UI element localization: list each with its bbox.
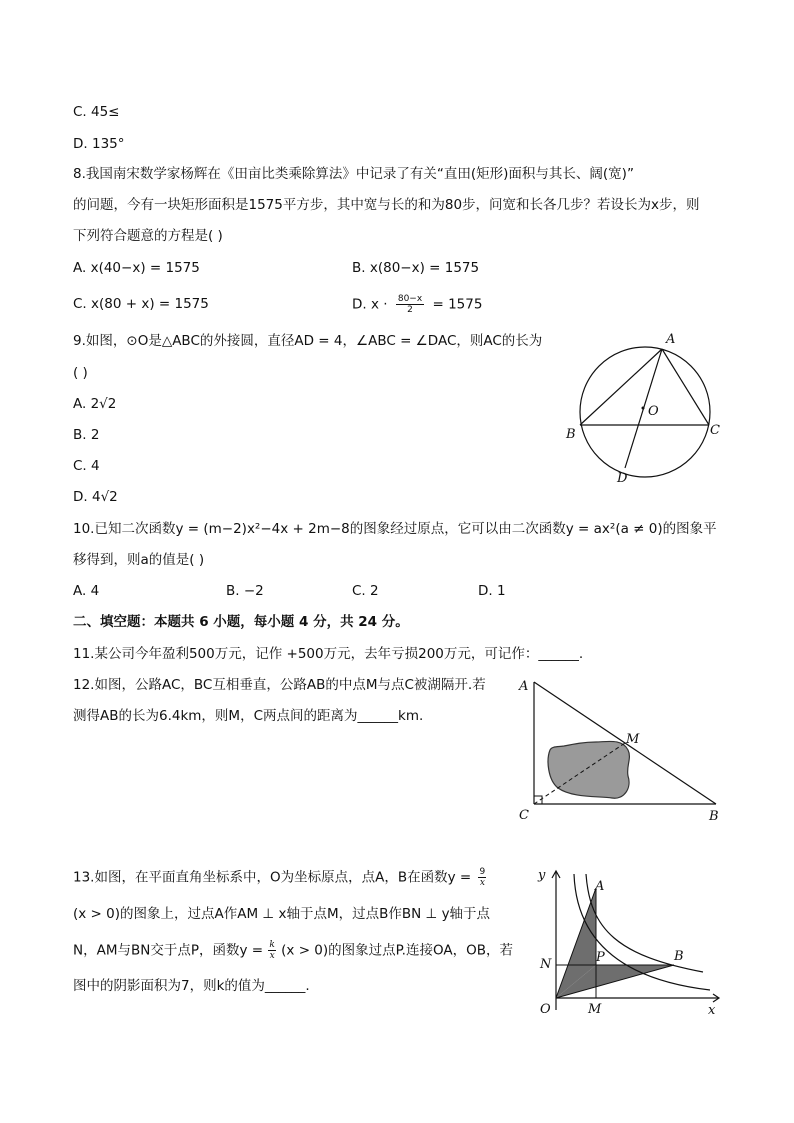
q9-option-b: B. 2: [73, 427, 100, 443]
q9-center-dot: [642, 407, 645, 410]
q13-fraction-k-over-x: [268, 940, 275, 961]
q8-option-b: B. x(80−x) = 1575: [352, 260, 480, 276]
q8-option-d-denominator: 2: [407, 305, 413, 315]
q13-label-y: y: [538, 868, 546, 883]
q13-fraction-9-over-x: [478, 867, 486, 888]
q9-label-a: A: [666, 332, 676, 347]
q13-fraction-denominator: x: [479, 878, 485, 888]
q12-label-m: M: [626, 732, 640, 747]
q11-stem: 11.某公司今年盈利500万元，记作 +500万元，去年亏损200万元，可记作：______.: [73, 646, 584, 662]
section-fill-in-heading: 二、填空题：本题共 6 小题，每小题 4 分，共 24 分。: [73, 614, 409, 630]
q13-label-b: B: [674, 949, 684, 964]
q13-label-n: N: [540, 957, 552, 972]
q8-option-d-suffix: = 1575: [432, 296, 483, 313]
q7-option-c: C. 45≤: [73, 104, 120, 120]
q9-option-a: A. 2√2: [73, 396, 117, 412]
q13-fraction-k-denominator: x: [269, 951, 275, 961]
q12-label-a: A: [519, 679, 529, 694]
q13-coordinate-figure: [528, 860, 728, 1020]
q12-lake-figure: [510, 672, 730, 827]
q8-option-d-prefix: D. x ·: [352, 296, 388, 313]
q13-label-p: P: [596, 950, 605, 965]
q10-option-d: D. 1: [478, 583, 506, 599]
q8-option-d-numerator: 80−x: [397, 294, 423, 304]
q13-stem-line2: (x > 0)的图象上，过点A作AM ⊥ x轴于点M，过点B作BN ⊥ y轴于点: [73, 906, 491, 922]
q12-label-c: C: [519, 808, 529, 823]
q9-circumcircle: [580, 347, 710, 477]
q10-option-a: A. 4: [73, 583, 100, 599]
q10-option-b: B. −2: [226, 583, 264, 599]
q10-stem-line2: 移得到，则a的值是( ): [73, 552, 205, 568]
q13-stem-line1-prefix: 13.如图，在平面直角坐标系中，O为坐标原点，点A，B在函数y =: [73, 869, 472, 886]
q13-fraction-numerator: 9: [479, 867, 486, 877]
q8-option-d-fraction: [396, 294, 424, 315]
q10-stem-line1: 10.已知二次函数y = (m−2)x²−4x + 2m−8的图象经过原点，它可以由二次函数y = ax²(a ≠ 0)的图象平: [73, 521, 717, 537]
q9-stem-line1: 9.如图，⊙O是△ABC的外接圆，直径AD = 4，∠ABC = ∠DAC，则AC的长为: [73, 333, 543, 349]
q12-lake: [548, 741, 629, 798]
q10-option-c: C. 2: [352, 583, 379, 599]
q8-option-c: C. x(80 + x) = 1575: [73, 296, 209, 312]
q8-stem-line2: 的问题，今有一块矩形面积是1575平方步，其中宽与长的和为80步，问宽和长各几步？若设长为x步，则: [73, 197, 700, 213]
q8-stem-line1: 8.我国南宋数学家杨辉在《田亩比类乘除算法》中记录了有关“直田(矩形)面积与其长、阔(宽)”: [73, 166, 634, 182]
q9-label-b: B: [566, 427, 576, 442]
q13-stem-line3-prefix: N，AM与BN交于点P，函数y =: [73, 942, 264, 959]
q9-circle-figure: [560, 328, 730, 488]
q13-label-o: O: [540, 1002, 551, 1017]
q8-stem-line3: 下列符合题意的方程是( ): [73, 228, 223, 244]
q13-stem-line4: 图中的阴影面积为7，则k的值为______.: [73, 978, 310, 994]
q9-option-c: C. 4: [73, 458, 100, 474]
q9-label-c: C: [710, 423, 720, 438]
q13-label-m: M: [588, 1002, 602, 1017]
q12-stem-line1: 12.如图，公路AC，BC互相垂直，公路AB的中点M与点C被湖隔开.若: [73, 677, 486, 693]
q9-stem-line2: ( ): [73, 365, 88, 381]
q13-stem-line3: [73, 940, 513, 961]
q8-option-a: A. x(40−x) = 1575: [73, 260, 200, 276]
q13-stem-line3-suffix: (x > 0)的图象过点P.连接OA，OB，若: [281, 942, 513, 959]
q13-fraction-k-numerator: k: [269, 940, 275, 950]
q8-option-d: [352, 294, 482, 315]
q12-stem-line2: 测得AB的长为6.4km，则M，C两点间的距离为______km.: [73, 708, 424, 724]
q7-option-d: D. 135°: [73, 136, 125, 152]
q13-stem-line1: [73, 867, 486, 888]
q9-label-d: D: [617, 471, 628, 486]
q9-option-d: D. 4√2: [73, 489, 118, 505]
q12-label-b: B: [709, 809, 719, 824]
q9-label-o: O: [648, 404, 659, 419]
q13-label-x: x: [708, 1003, 716, 1018]
q13-label-a: A: [595, 879, 605, 894]
